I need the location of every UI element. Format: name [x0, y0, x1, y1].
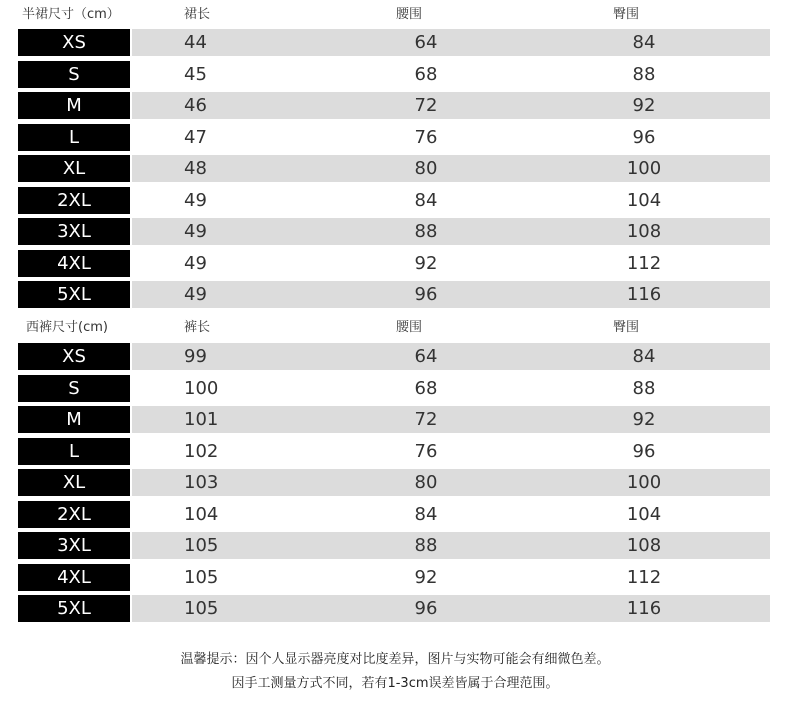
length-value: 99 [184, 346, 207, 367]
hip-value: 88 [632, 63, 656, 85]
size-row [18, 501, 770, 528]
pants-table-label: 西裤尺寸(cm) [26, 320, 108, 335]
size-row [18, 187, 770, 214]
length-value: 105 [184, 566, 219, 588]
size-label: 3XL [18, 218, 130, 245]
waist-value: 80 [414, 472, 438, 493]
length-value: 49 [184, 221, 207, 242]
length-value: 45 [184, 63, 207, 85]
hip-value: 104 [626, 503, 662, 525]
hip-value: 108 [626, 535, 662, 556]
hip-value: 112 [626, 252, 662, 274]
size-label: S [18, 375, 130, 402]
size-row [18, 469, 770, 496]
waist-value: 64 [414, 346, 438, 367]
waist-value: 92 [414, 566, 438, 588]
hip-value: 84 [632, 32, 656, 53]
size-label: L [18, 124, 130, 151]
waist-value: 84 [414, 503, 438, 525]
waist-value: 88 [414, 221, 438, 242]
hip-value: 116 [626, 284, 662, 305]
pants-hip-header: 臀围 [613, 320, 640, 335]
size-row [18, 564, 770, 591]
size-label: XL [18, 155, 130, 182]
size-label: XS [18, 343, 130, 370]
waist-value: 64 [414, 32, 438, 53]
size-label: 4XL [18, 564, 130, 591]
skirt-waist-header: 腰围 [396, 7, 423, 22]
waist-value: 88 [414, 535, 438, 556]
hip-value: 88 [632, 377, 656, 399]
size-row [18, 595, 770, 622]
waist-value: 72 [414, 409, 438, 430]
length-value: 49 [184, 284, 207, 305]
size-row [18, 343, 770, 370]
size-label: S [18, 61, 130, 88]
length-value: 44 [184, 32, 207, 53]
length-value: 105 [184, 535, 219, 556]
pants-waist-header: 腰围 [396, 320, 423, 335]
size-row [18, 92, 770, 119]
waist-value: 68 [414, 377, 438, 399]
hip-value: 96 [632, 126, 656, 148]
length-value: 100 [184, 377, 219, 399]
size-label: M [18, 406, 130, 433]
hip-value: 100 [626, 472, 662, 493]
size-label: 3XL [18, 532, 130, 559]
measurement-tolerance-note: 因手工测量方式不同，若有1-3cm误差皆属于合理范围。 [231, 676, 559, 691]
length-value: 105 [184, 598, 219, 619]
length-value: 46 [184, 95, 207, 116]
skirt-hip-header: 臀围 [613, 7, 640, 22]
length-value: 102 [184, 440, 219, 462]
size-row [18, 406, 770, 433]
size-label: 2XL [18, 501, 130, 528]
size-label: XS [18, 29, 130, 56]
size-row [18, 124, 770, 151]
waist-value: 80 [414, 158, 438, 179]
waist-value: 84 [414, 189, 438, 211]
size-row [18, 438, 770, 465]
waist-value: 92 [414, 252, 438, 274]
size-row [18, 61, 770, 88]
length-value: 48 [184, 158, 207, 179]
waist-value: 72 [414, 95, 438, 116]
waist-value: 68 [414, 63, 438, 85]
size-row [18, 375, 770, 402]
waist-value: 96 [414, 284, 438, 305]
size-label: 2XL [18, 187, 130, 214]
skirt-table-label: 半裙尺寸（cm） [22, 7, 120, 22]
size-row [18, 250, 770, 277]
hip-value: 92 [632, 95, 656, 116]
size-label: 5XL [18, 281, 130, 308]
length-value: 101 [184, 409, 219, 430]
length-value: 47 [184, 126, 207, 148]
color-disclaimer-note: 温馨提示：因个人显示器亮度对比度差异，图片与实物可能会有细微色差。 [180, 652, 610, 667]
size-label: 5XL [18, 595, 130, 622]
length-value: 103 [184, 472, 219, 493]
waist-value: 96 [414, 598, 438, 619]
size-row [18, 218, 770, 245]
hip-value: 112 [626, 566, 662, 588]
size-label: 4XL [18, 250, 130, 277]
hip-value: 116 [626, 598, 662, 619]
hip-value: 84 [632, 346, 656, 367]
size-row [18, 29, 770, 56]
size-row [18, 532, 770, 559]
waist-value: 76 [414, 440, 438, 462]
length-value: 104 [184, 503, 219, 525]
hip-value: 108 [626, 221, 662, 242]
length-value: 49 [184, 252, 207, 274]
skirt-length-header: 裙长 [184, 7, 211, 22]
size-label: M [18, 92, 130, 119]
size-label: XL [18, 469, 130, 496]
length-value: 49 [184, 189, 207, 211]
hip-value: 104 [626, 189, 662, 211]
size-row [18, 155, 770, 182]
hip-value: 92 [632, 409, 656, 430]
hip-value: 96 [632, 440, 656, 462]
size-label: L [18, 438, 130, 465]
waist-value: 76 [414, 126, 438, 148]
size-row [18, 281, 770, 308]
pants-length-header: 裤长 [184, 320, 211, 335]
hip-value: 100 [626, 158, 662, 179]
